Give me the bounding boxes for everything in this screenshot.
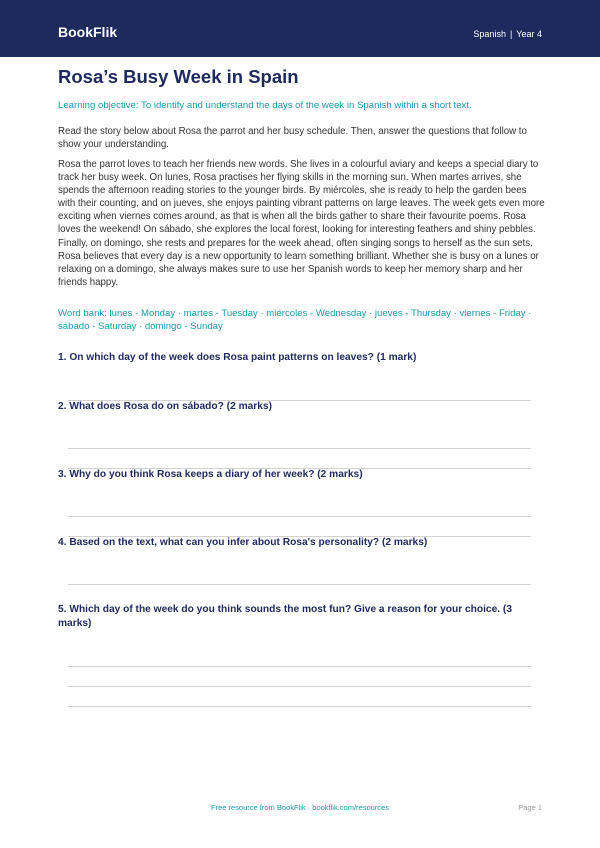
year-label: Year 4 [516, 29, 542, 39]
question-5: 5. Which day of the week do you think sounds the most fun? Give a reason for your choice. (3 marks) [58, 604, 512, 629]
question-4: 4. Based on the text, what can you infer about Rosa's personality? (2 marks) [58, 537, 428, 548]
story-paragraph: Rosa the parrot loves to teach her friends new words. She lives in a colourful aviary and keeps a special diary to track her busy week. On lunes, Rosa practises her flying skills in the morning sun. When martes arrives, she spends the afternoon reading stories to the younger birds. By miércoles, she is ready to help the garden bees with their counting, and on jueves, she enjoys painting vibrant patterns on large leaves. The week gets even more exciting when viernes comes around, as that is when all the birds gather to share their favourite poems. Rosa loves the weekend! On sábado, she explores the local forest, looking for interesting feathers and shiny pebbles. Finally, on domingo, she rests and prepares for the week ahead, often singing songs to herself as the sun sets. Rosa believes that every day is a new opportunity to learn something brilliant. Whether she is busy on a lunes or relaxing on a domingo, she always makes sure to use her Spanish words to keep her memory sharp and her friends happy. [58, 159, 545, 288]
answer-line[interactable] [68, 666, 531, 667]
subject-label: Spanish [473, 29, 506, 39]
answer-line[interactable] [68, 584, 531, 585]
question-3: 3. Why do you think Rosa keeps a diary of her week? (2 marks) [58, 469, 363, 480]
question-2: 2. What does Rosa do on sábado? (2 marks) [58, 401, 272, 412]
answer-line[interactable] [68, 686, 531, 687]
subject-year-label [473, 28, 542, 40]
separator: | [509, 29, 513, 39]
answer-line[interactable] [68, 706, 531, 707]
footer-resource-link[interactable]: Free resource from BookFlik · bookflik.com/resources [211, 803, 389, 812]
intro-paragraph: Read the story below about Rosa the parrot and her busy schedule. Then, answer the questions that follow to show your understanding. [58, 126, 527, 151]
learning-objective: Learning objective: To identify and understand the days of the week in Spanish within a short text. [58, 100, 472, 111]
answer-line[interactable] [68, 516, 531, 517]
header-bar [0, 0, 600, 57]
page-title: Rosa’s Busy Week in Spain [58, 66, 299, 87]
word-bank: Word bank: lunes - Monday · martes - Tuesday · miércoles - Wednesday · jueves - Thursday · viernes - Friday · sábado - Saturday · domingo - Sunday [58, 308, 532, 332]
answer-line[interactable] [68, 448, 531, 449]
question-1: 1. On which day of the week does Rosa paint patterns on leaves? (1 mark) [58, 352, 417, 363]
brand-logo: BookFlik [58, 24, 118, 40]
page-number: Page 1 [518, 803, 542, 812]
